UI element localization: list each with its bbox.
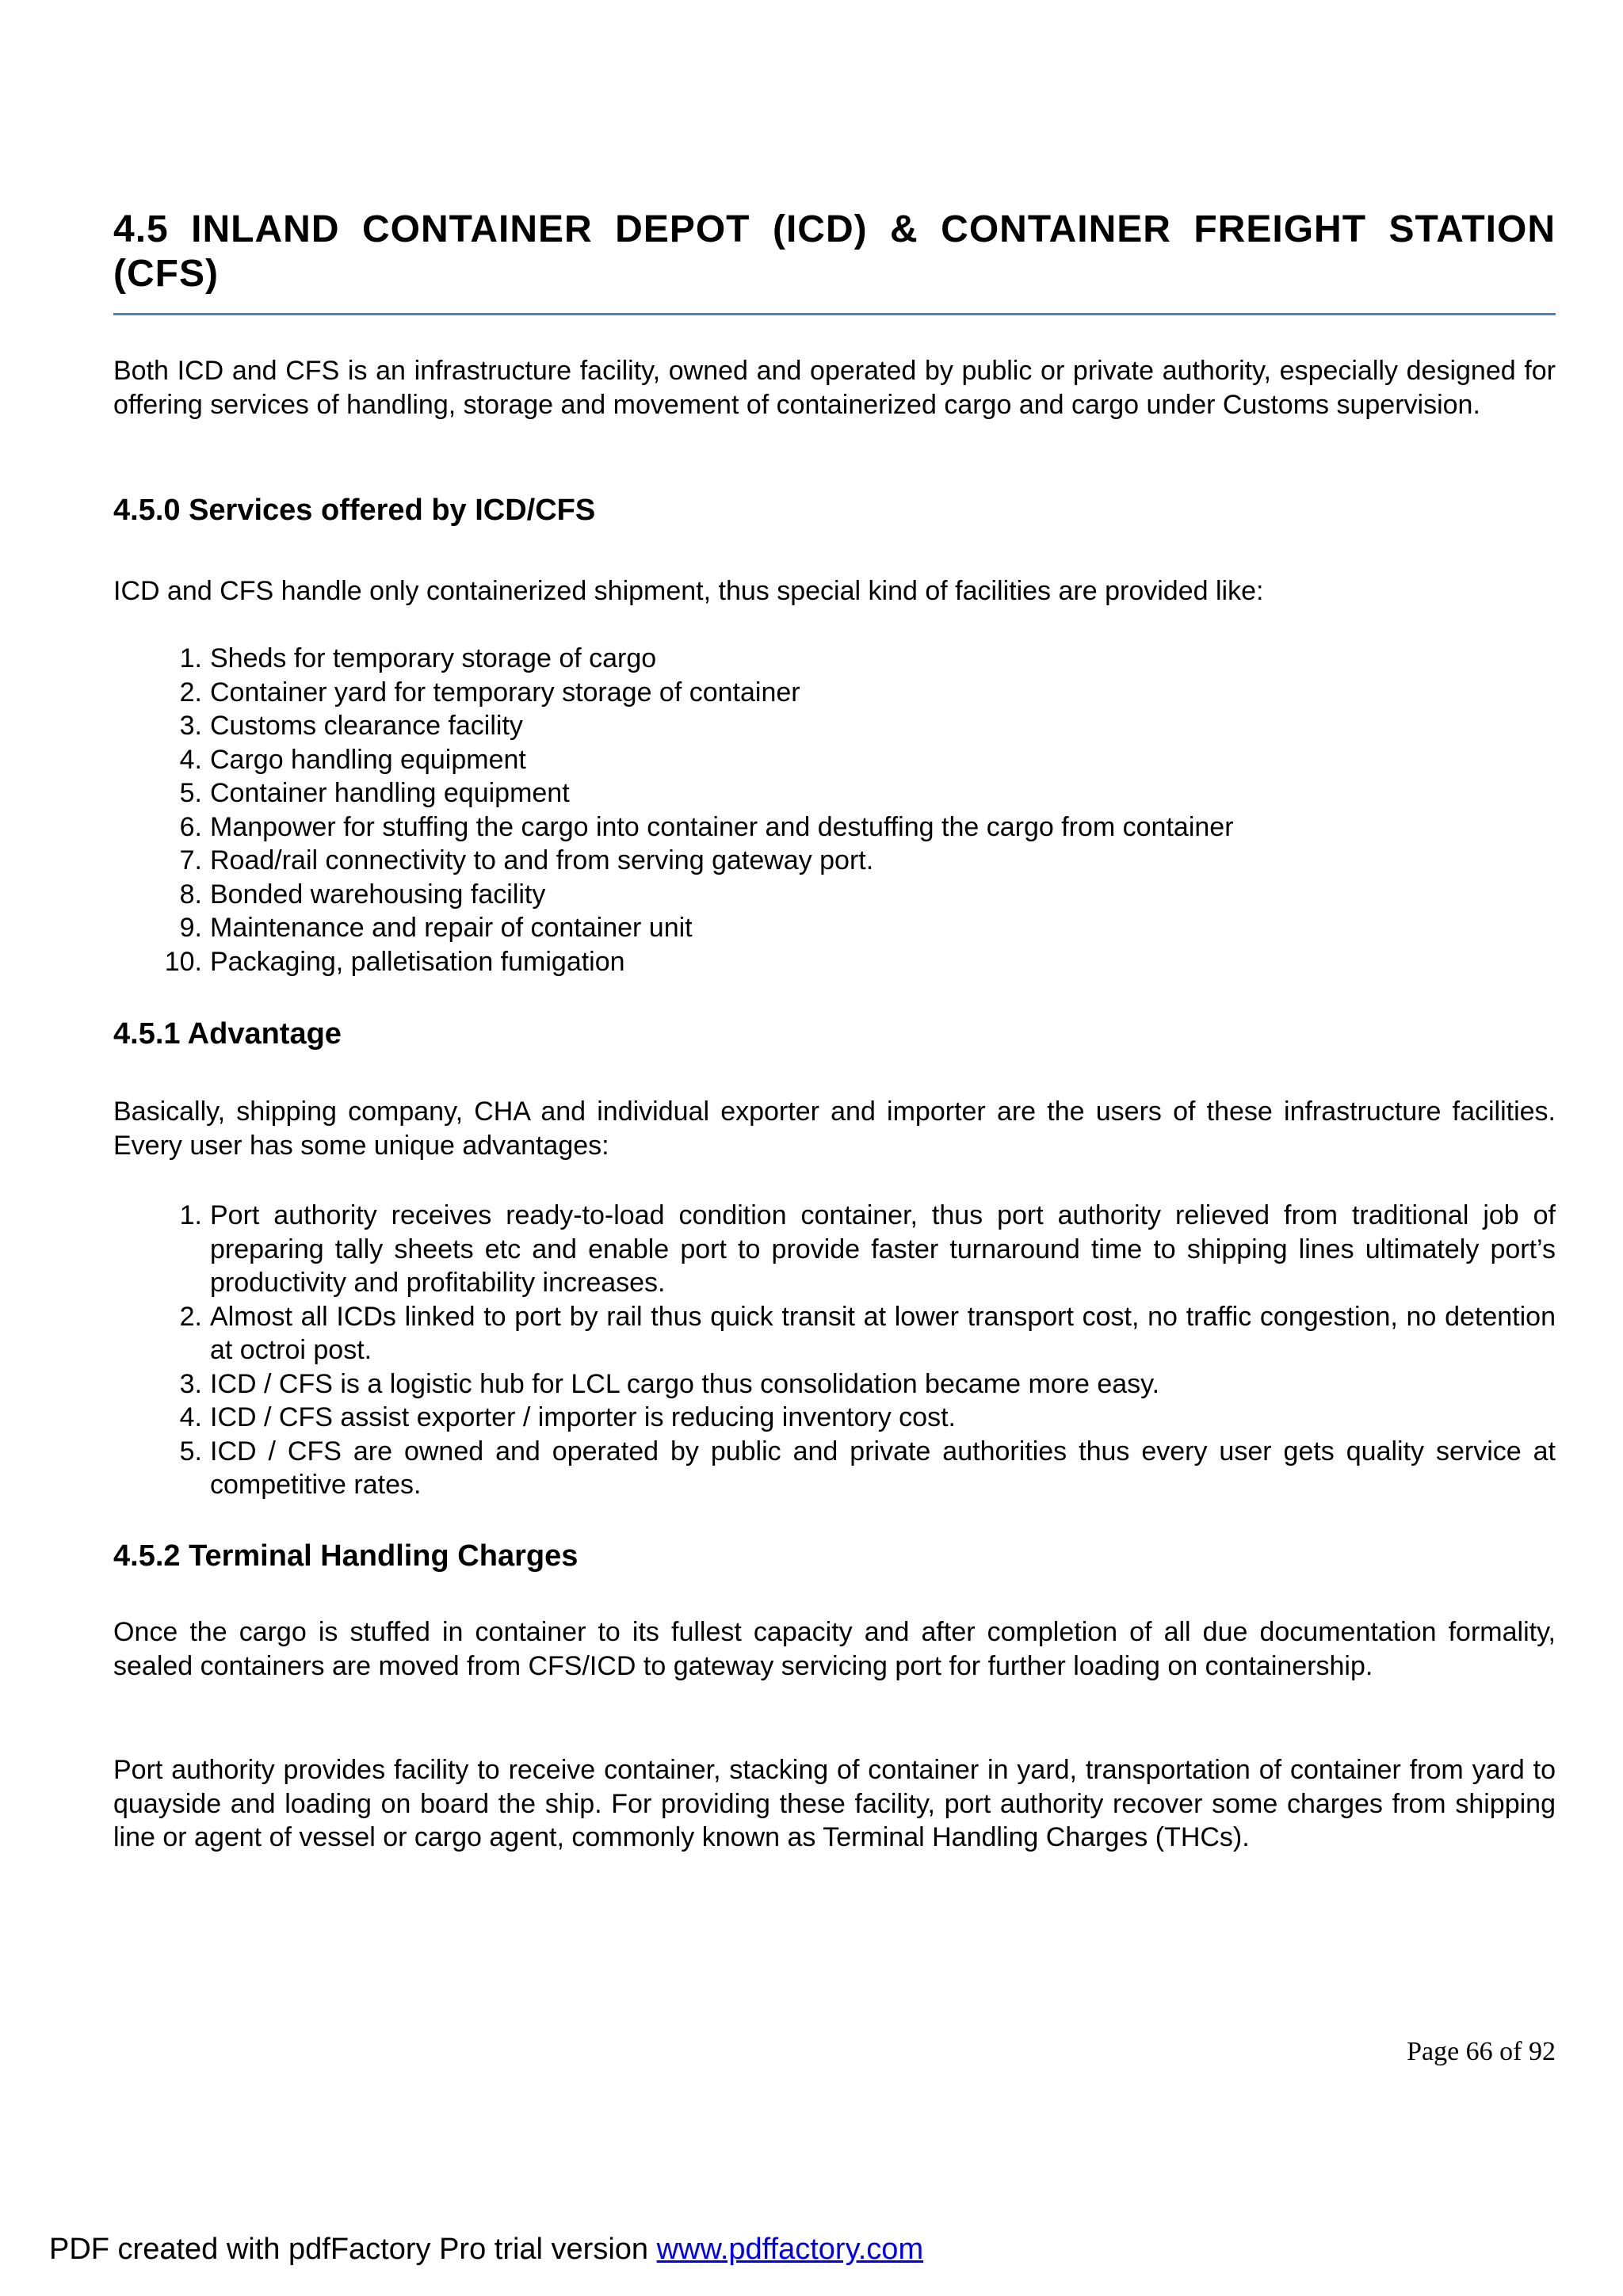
list-number: 4. [179,1402,202,1432]
list-text: Container yard for temporary storage of container [210,677,800,707]
list-number: 9. [179,913,202,943]
advantage-item [113,1199,1556,1300]
footer-link[interactable]: www.pdffactory.com [656,2233,924,2266]
section-heading: 4.5 INLAND CONTAINER DEPOT (ICD) & CONTAINER FREIGHT STATION (CFS) [113,208,1556,295]
list-number: 5. [179,778,202,808]
list-text: Almost all ICDs linked to port by rail thus quick transit at lower transport cost, no traffic congestion, no detention at octroi post. [210,1301,1556,1365]
list-number: 4. [179,744,202,775]
list-text: Packaging, palletisation fumigation [210,946,625,977]
list-text: Bonded warehousing facility [210,879,546,910]
list-number: 6. [179,811,202,842]
thc-heading: 4.5.2 Terminal Handling Charges [113,1539,579,1573]
services-heading: 4.5.0 Services offered by ICD/CFS [113,494,596,527]
heading-rule [113,313,1556,315]
list-number: 10. [164,946,202,977]
list-number: 5. [179,1436,202,1466]
list-number: 2. [179,677,202,707]
advantage-item [113,1435,1556,1502]
services-item [113,810,1556,845]
list-number: 1. [179,643,202,673]
services-item [113,945,1556,979]
list-number: 1. [179,1200,202,1230]
list-number: 7. [179,845,202,875]
list-text: ICD / CFS is a logistic hub for LCL cargo thus consolidation became more easy. [210,1368,1160,1399]
advantage-item [113,1401,1556,1435]
list-text: Cargo handling equipment [210,744,526,775]
advantage-list [113,1199,1556,1502]
list-number: 3. [179,711,202,741]
list-number: 3. [179,1368,202,1399]
advantage-intro: Basically, shipping company, CHA and individual exporter and importer are the users of these infrastructure facilities. Every user has some unique advantages: [113,1097,1556,1161]
list-text: Maintenance and repair of container unit [210,913,693,943]
list-text: ICD / CFS are owned and operated by public and private authorities thus every user gets quality service at competitive rates. [210,1436,1556,1500]
services-item [113,878,1556,912]
list-number: 8. [179,879,202,910]
list-text: Container handling equipment [210,778,570,808]
list-text: Manpower for stuffing the cargo into container and destuffing the cargo from container [210,811,1234,842]
services-item [113,911,1556,945]
list-text: Port authority receives ready-to-load condition container, thus port authority relieved from traditional job of preparing tally sheets etc and enable port to provide faster turnaround time to shipping lines ultimately port’s productivity and profitability increases. [210,1200,1556,1298]
list-number: 2. [179,1301,202,1332]
services-item [113,844,1556,878]
services-item [113,676,1556,710]
services-intro: ICD and CFS handle only containerized shipment, thus special kind of facilities are provided like: [113,576,1264,606]
advantage-item [113,1300,1556,1367]
services-item [113,776,1556,810]
intro-paragraph: Both ICD and CFS is an infrastructure facility, owned and operated by public or private authority, especially designed for offering services of handling, storage and movement of containerized cargo and cargo under Customs supervision. [113,356,1556,420]
services-list [113,642,1556,978]
list-text: Road/rail connectivity to and from serving gateway port. [210,845,874,875]
advantage-heading: 4.5.1 Advantage [113,1017,342,1051]
list-text: Sheds for temporary storage of cargo [210,643,657,673]
advantage-item [113,1367,1556,1402]
services-item [113,642,1556,676]
page-number: Page 66 of 92 [1407,2037,1556,2066]
services-item [113,709,1556,743]
list-text: Customs clearance facility [210,711,523,741]
services-item [113,743,1556,777]
thc-paragraph-1: Once the cargo is stuffed in container to its fullest capacity and after completion of all due documentation formality, sealed containers are moved from CFS/ICD to gateway servicing port for further loading on containership. [113,1617,1556,1681]
footer-text: PDF created with pdfFactory Pro trial version [49,2233,657,2266]
pdf-footer [49,2231,923,2267]
thc-paragraph-2: Port authority provides facility to receive container, stacking of container in yard, transportation of container from yard to quayside and loading on board the ship. For providing these facility, port authority recover some charges from shipping line or agent of vessel or cargo agent, commonly known as Terminal Handling Charges (THCs). [113,1755,1556,1852]
list-text: ICD / CFS assist exporter / importer is reducing inventory cost. [210,1402,956,1432]
